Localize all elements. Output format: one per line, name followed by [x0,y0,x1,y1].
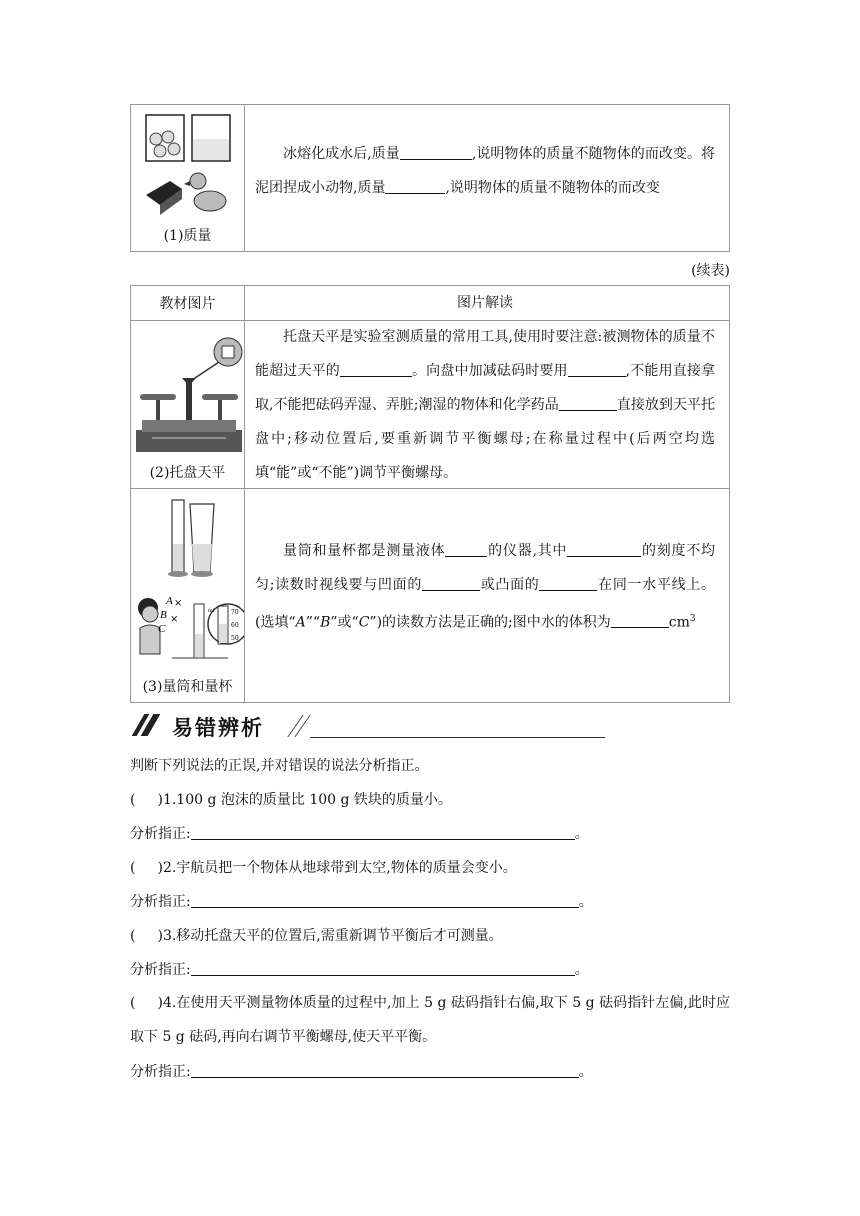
answer-blank[interactable] [539,576,597,591]
table-part-1 [130,104,730,252]
label-c: C [157,623,165,635]
analysis-label: 分析指正: [130,962,191,978]
period: 。 [578,894,593,910]
paren-close: ) [157,860,163,876]
scale-50: 50 [230,635,239,642]
answer-blank[interactable] [422,576,480,591]
analysis-label: 分析指正: [130,826,191,842]
paren-open: ( [130,792,136,808]
text-cell [245,489,729,702]
intro-text: 判断下列说法的正误,并对错误的说法分析指正。 [130,758,429,774]
label-b: B [159,609,167,621]
item-text: 1.100 g 泡沫的质量比 100 g 铁块的质量小。 [162,792,452,808]
slash-icon [294,715,310,737]
balance-illustration [132,334,244,458]
item-text: 3.移动托盘天平的位置后,需重新调节平衡后才可测量。 [162,928,503,944]
paren-open: ( [130,860,136,876]
caption: (3)量筒和量杯 [142,679,233,695]
analysis-line [130,1062,593,1082]
text: 量筒和量杯都是测量液体 [283,542,446,559]
image-cell [131,321,245,488]
cross-b-icon: × [169,614,178,625]
answer-blank[interactable] [191,825,575,840]
paren-open: ( [130,995,136,1011]
text: 的刻度不均匀;读数时视线要与凹面的 [255,542,716,593]
text: 直接放到天平托盘中;移动位置后,要重新调节平衡螺母;在称量过程中(后两空均选填“能”或“不能”)调节平衡螺母。 [255,396,716,481]
caption: (2)托盘天平 [149,465,226,481]
table-part-2 [130,285,730,703]
answer-blank[interactable] [567,542,641,557]
text: 托盘天平是实验室测质量的常用工具,使用时要注意:被测物体的质量不能超过天平的 [255,328,715,379]
text: ”“ [305,614,321,631]
table-row [131,320,729,488]
option-c: C [358,614,370,631]
answer-blank[interactable] [340,362,412,377]
analysis-label: 分析指正: [130,1064,191,1080]
list-item [130,926,503,946]
text: 而改变。将泥团捏成小动物,质量 [255,146,716,196]
analysis-line [130,824,589,844]
scale-60: 60 [230,622,239,629]
text: ,不能用直接拿取,不能把砝码弄湿、弄脏;潮湿的物体和化学药品 [255,362,716,413]
text-cell [245,105,729,251]
table-header [131,286,729,320]
period: 。 [574,826,589,842]
continued-label: (续表) [691,263,730,279]
analysis-label: 分析指正: [130,894,191,910]
answer-blank[interactable] [135,995,157,1009]
header-col-2: 图片解读 [457,295,513,311]
answer-blank[interactable] [135,860,157,874]
period: 。 [574,962,589,978]
text: ”)的读数方法是正确的;图中水的体积为 [369,614,611,631]
paren-open: ( [130,928,136,944]
answer-blank[interactable] [445,542,487,557]
text: 在同一水平线上。(选填“ [255,576,716,631]
text: 的仪器,其中 [487,542,568,559]
table-row [131,488,729,702]
answer-blank[interactable] [400,145,472,160]
answer-blank[interactable] [191,893,579,908]
item-text: 4.在使用天平测量物体质量的过程中,加上 5 g 砝码指针右偏,取下 5 g 砝码指针左偏,此时应取下 5 g 砝码,再向右调节平衡螺母,使天平平衡。 [130,995,730,1045]
paren-close: ) [157,995,163,1011]
header-col-1: 教材图片 [131,286,245,320]
item-text: 2.宇航员把一个物体从地球带到太空,物体的质量会变小。 [162,860,517,876]
list-item [130,790,452,810]
analysis-line [130,960,589,980]
answer-blank[interactable] [385,179,445,194]
unit: cm [668,614,690,631]
answer-blank[interactable] [135,792,157,806]
image-cell [131,105,245,251]
option-a: A [295,614,306,631]
option-b: B [320,614,331,631]
text: ”或“ [330,614,359,631]
title-underline [310,737,605,738]
text: ,说明物体的质量不随物体的 [445,180,618,196]
scale-70: 70 [230,609,239,616]
period: 。 [578,1064,593,1080]
label-a: A [165,595,173,607]
text-cell [245,321,729,488]
list-item [130,986,730,1054]
text: 冰熔化成水后,质量 [283,146,400,162]
answer-blank[interactable] [191,1063,579,1078]
answer-blank[interactable] [559,396,617,411]
image-cell [131,489,245,702]
section-title: 易错辨析 [172,716,264,740]
text: 而改变 [617,180,660,196]
text: ,说明物体的质量不随物体的 [471,146,645,162]
paren-close: ) [157,928,163,944]
answer-blank[interactable] [568,362,626,377]
paren-close: ) [157,792,163,808]
answer-blank[interactable] [135,928,157,942]
caption: (1)质量 [163,228,212,244]
ice-and-clay-illustration [138,109,238,221]
table-row [131,105,729,251]
analysis-line [130,892,593,912]
list-item [130,858,517,878]
answer-blank[interactable] [191,961,575,976]
answer-blank[interactable] [611,613,669,628]
text: 。向盘中加减砝码时要用 [411,362,568,379]
cross-a-icon: × [173,598,182,609]
ml-unit: ml [207,608,214,614]
cylinder-and-cup-illustration [132,494,244,672]
text: 或凸面的 [480,576,540,593]
unit-superscript: 3 [689,613,696,624]
section-title-bar [130,710,605,740]
